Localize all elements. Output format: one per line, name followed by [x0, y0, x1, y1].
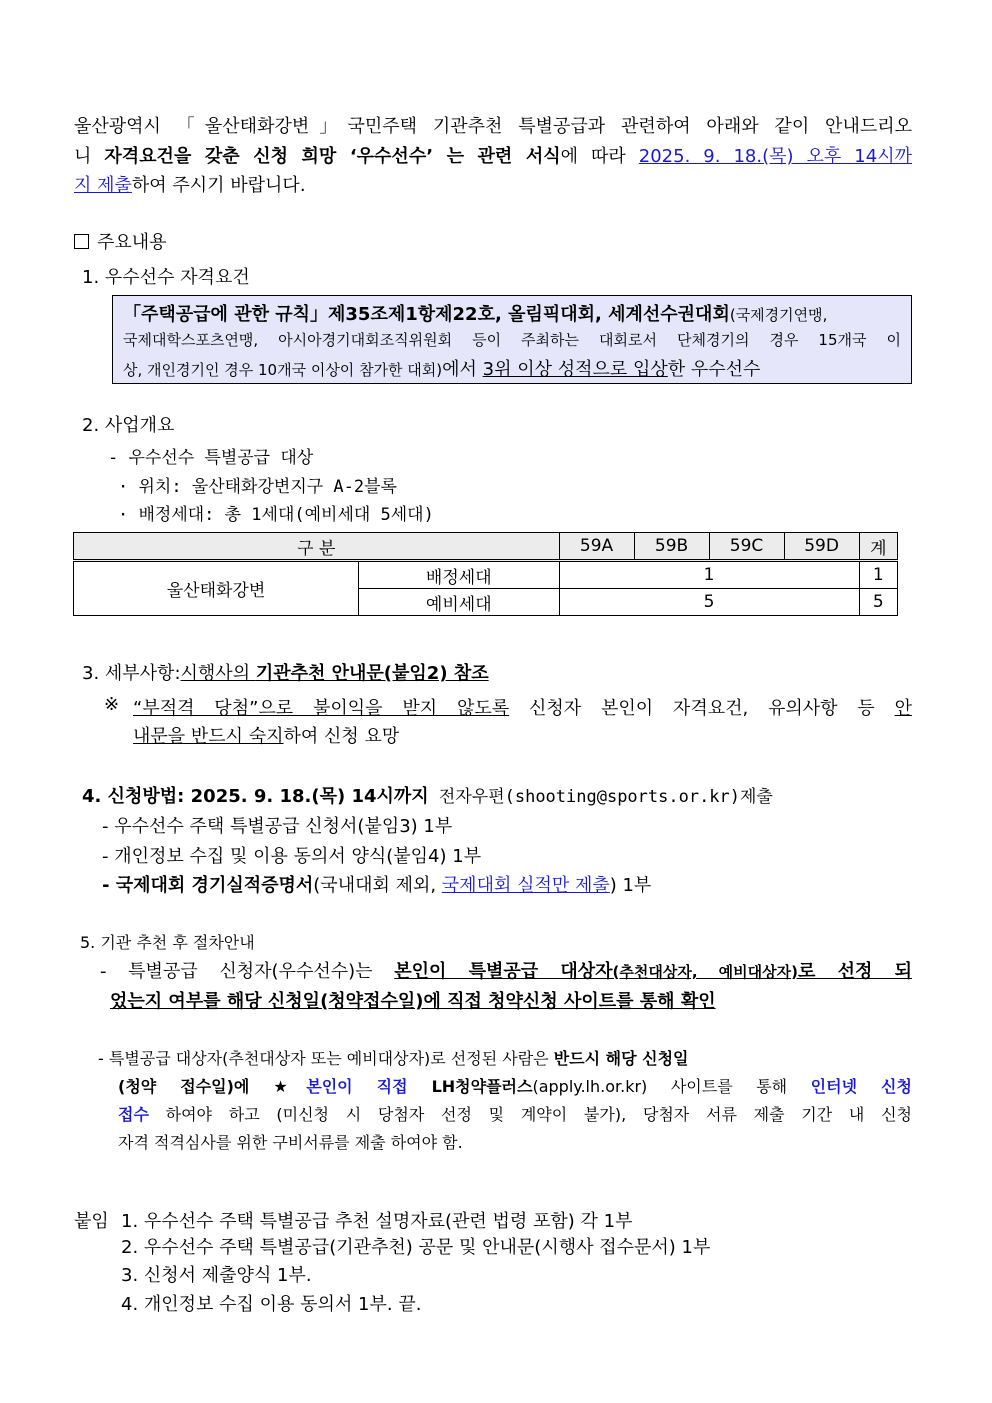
deadline-text: 지 제출: [74, 175, 132, 196]
main-heading: [74, 228, 167, 254]
qualification-line-2: [123, 329, 901, 350]
table-cell-total: 5: [859, 589, 897, 616]
intro-line-3: [74, 171, 306, 197]
attachment-item: 3. 신청서 제출양식 1부.: [121, 1265, 312, 1286]
application-email: 전자우편(shooting@sports.or.kr)제출: [428, 787, 773, 807]
attachment-item: 4. 개인정보 수집 이용 동의서 1부. 끝.: [121, 1294, 422, 1315]
intro-text: 니: [74, 146, 105, 167]
attachment-item: 1. 우수선수 주택 특별공급 추천 설명자료(관련 법령 포함) 각 1부: [121, 1211, 633, 1232]
table-cell-value: 1: [559, 561, 859, 589]
note-mark: ※: [104, 694, 120, 715]
procedure-2-line-4: 자격 적격심사를 위한 구비서류를 제출 하여야 함.: [118, 1133, 463, 1152]
table-header-division: 구 분: [74, 533, 560, 561]
qualification-line-1: [123, 300, 827, 326]
procedure-emphasis-blue: 본인이 직접: [306, 1077, 408, 1096]
overview-allocation: · 배정세대: 총 1세대(예비세대 5세대): [118, 505, 434, 525]
table-header-row: [74, 533, 898, 561]
procedure-2-line-1: [98, 1046, 689, 1069]
note-text: 신청자 본인이 자격요건, 유의사항 등: [509, 698, 895, 719]
procedure-emphasis-blue: 인터넷 신청: [810, 1077, 912, 1096]
procedure-text: (apply.lh.or.kr) 사이트를 통해: [532, 1077, 811, 1096]
procedure-2-line-3: [118, 1102, 912, 1125]
table-header-59c: 59C: [709, 533, 784, 561]
intro-line-2: [74, 142, 912, 168]
note-emphasis: 내문을 반드시 숙지: [133, 726, 284, 747]
table-cell-value: 5: [559, 589, 859, 616]
procedure-emphasis: 본인이 특별공급 대상자: [394, 961, 613, 982]
table-row: [74, 561, 898, 589]
section-2-title: 2. 사업개요: [82, 415, 175, 436]
section-5-title: 5. 기관 추천 후 절차안내: [80, 933, 255, 952]
procedure-2-line-2: [118, 1074, 912, 1097]
note-warning: “부적격 당첨”으로 불이익을 받지 않도록: [133, 698, 510, 719]
main-heading-text: 주요내용: [97, 232, 167, 253]
attachment-item: 2. 우수선수 주택 특별공급(기관추천) 공문 및 안내문(시행사 접수문서) 1부: [121, 1237, 711, 1258]
procedure-emphasis: (청약 접수일)에 ★: [118, 1077, 307, 1096]
section-3-title: [82, 659, 489, 685]
overview-location: · 위치: 울산태화강변지구 A-2블록: [118, 477, 397, 497]
allocation-table: [73, 532, 898, 616]
section-3-reference: 기관추천 안내문(붙임2) 참조: [255, 663, 489, 684]
procedure-emphasis: (추천대상자, 예비대상자): [612, 963, 798, 981]
section-3-text: 시행사의: [180, 663, 256, 684]
procedure-text: - 특별공급 신청자(우수선수)는: [100, 961, 395, 982]
required-document: - 우수선수 주택 특별공급 신청서(붙임3) 1부: [102, 816, 453, 837]
required-document-emphasis: 국제대회 실적만 제출: [441, 875, 610, 896]
intro-text: 에 따라: [560, 146, 639, 167]
required-document-note: (국내대회 제외,: [313, 875, 442, 896]
table-site: 울산태화강변: [74, 561, 359, 616]
procedure-emphasis-blue: 접수: [118, 1105, 149, 1124]
required-document: - 개인정보 수집 및 이용 동의서 양식(붙임4) 1부: [102, 846, 482, 867]
note-emphasis: 안: [894, 698, 912, 719]
procedure-emphasis: 로 선정 되: [798, 961, 912, 982]
qualification-detail: (국제경기연맹,: [729, 306, 828, 324]
procedure-emphasis: 반드시 해당 신청일: [553, 1049, 689, 1068]
table-header-59b: 59B: [634, 533, 709, 561]
procedure-1-line-1: [100, 957, 912, 983]
checkbox-icon: [74, 234, 89, 249]
note-line-2: [133, 722, 399, 748]
qualification-detail: 국제대학스포츠연맹, 아시아경기대회조직위원회 등이 주최하는 대회로서 단체경기의 경우 15개국 이: [123, 331, 901, 349]
required-document-title: - 국제대회 경기실적증명서: [102, 875, 314, 896]
qualification-condition: 3위 이상 성적으로 입상: [482, 359, 668, 380]
intro-emphasis: 자격요건을 갖춘 신청 희망 ‘우수선수’ 는 관련 서식: [104, 146, 561, 167]
required-document-note: ) 1부: [609, 875, 652, 896]
qualification-line-3: [123, 355, 760, 381]
qualification-text: 에서: [442, 359, 483, 380]
table-cell-total: 1: [859, 561, 897, 589]
procedure-text: 하여야 하고 (미신청 시 당첨자 선정 및 계약이 불가), 당첨자 서류 제출 기간 내 신청: [148, 1105, 912, 1124]
section-4-title: [82, 782, 773, 808]
intro-text: 하여 주시기 바랍니다.: [131, 175, 306, 196]
intro-text: 울산광역시 「울산태화강변」국민주택 기관추천 특별공급과 관련하여 아래와 같이 안내드리오: [74, 116, 912, 137]
section-3-label: 3. 세부사항: [82, 663, 175, 684]
procedure-1-line-2: 었는지 여부를 해당 신청일(청약접수일)에 직접 청약신청 사이트를 통해 확인: [110, 991, 716, 1012]
attachment-label: 붙임: [74, 1211, 109, 1232]
table-row-label: 배정세대: [359, 561, 560, 589]
qualification-box: [112, 295, 912, 384]
application-deadline: 4. 신청방법: 2025. 9. 18.(목) 14시까지: [82, 786, 429, 807]
overview-item: - 우수선수 특별공급 대상: [108, 448, 314, 468]
intro-line-1: [74, 112, 912, 138]
procedure-text: - 특별공급 대상자(추천대상자 또는 예비대상자)로 선정된 사람은: [98, 1049, 554, 1068]
table-header-59a: 59A: [559, 533, 634, 561]
qualification-text: 한 우수선수: [667, 359, 761, 380]
required-document: [102, 871, 651, 897]
section-1-title: 1. 우수선수 자격요건: [82, 267, 250, 288]
note-line-1: [133, 694, 912, 720]
qualification-rule: 「주택공급에 관한 규칙」제35조제1항제22호, 올림픽대회, 세계선수권대회: [123, 304, 730, 325]
procedure-emphasis: LH청약플러스: [407, 1077, 533, 1096]
qualification-detail: 상, 개인경기인 경우 10개국 이상이 참가한 대회): [123, 361, 443, 379]
note-text: 하여 신청 요망: [283, 726, 400, 747]
deadline-text: 2025. 9. 18.(목) 오후 14시까: [638, 146, 912, 167]
table-row-label: 예비세대: [359, 589, 560, 616]
table-header-total: 계: [859, 533, 897, 561]
section-3-colon: :: [174, 663, 181, 684]
table-header-59d: 59D: [784, 533, 859, 561]
